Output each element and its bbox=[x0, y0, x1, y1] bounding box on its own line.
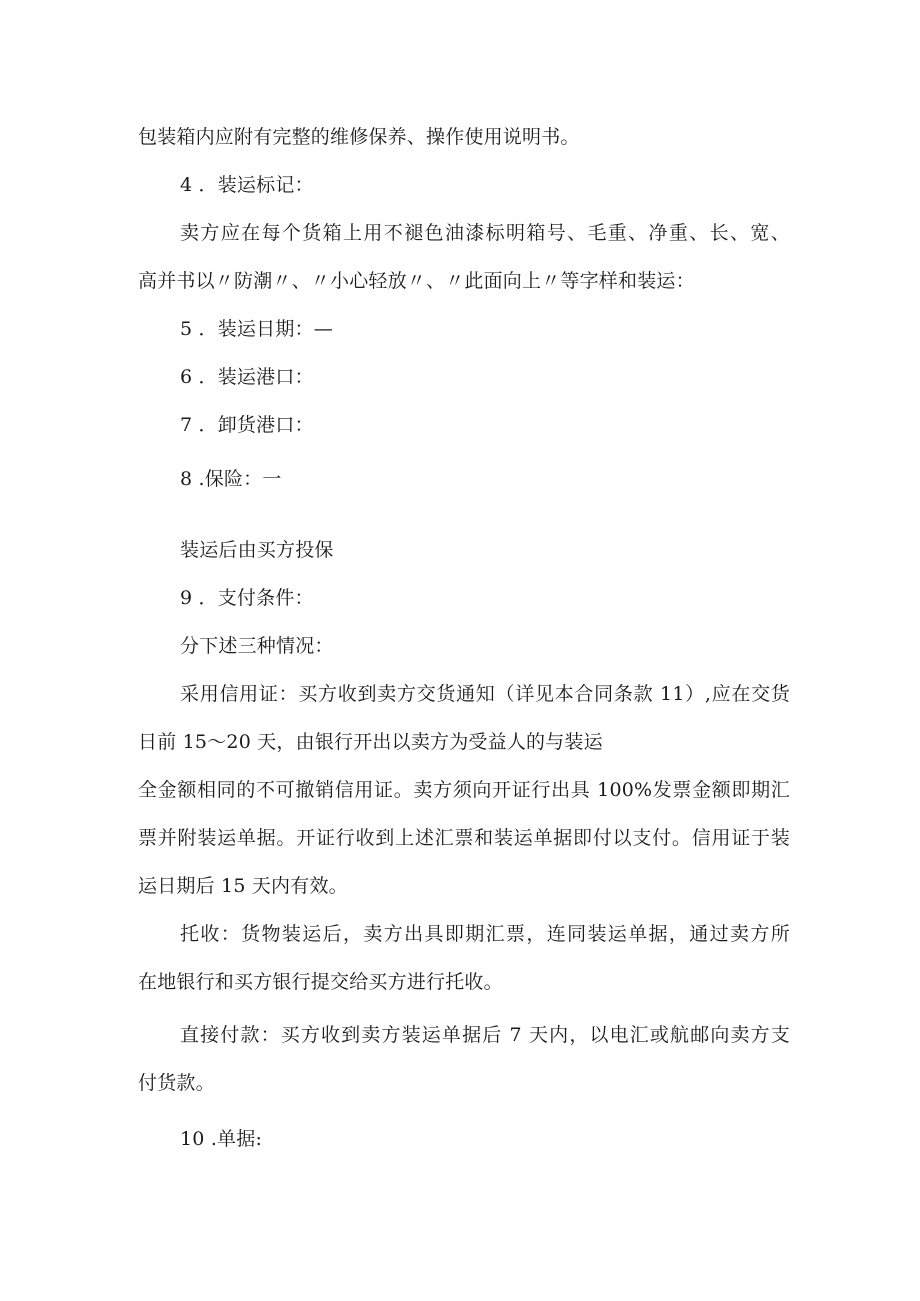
paragraph-line: 高并书以〃防潮〃、〃小心轻放〃、〃此面向上〃等字样和装运： bbox=[138, 270, 695, 292]
paragraph-line: 托收：货物装运后，卖方出具即期汇票，连同装运单据，通过卖方所 bbox=[180, 923, 790, 945]
section-heading-insurance: 8 .保险：一 bbox=[180, 468, 282, 490]
paragraph-line: 付货款。 bbox=[138, 1072, 215, 1094]
paragraph-line: 分下述三种情况： bbox=[180, 635, 334, 657]
paragraph-line: 卖方应在每个货箱上用不褪色油漆标明箱号、毛重、净重、长、宽、 bbox=[180, 222, 790, 244]
section-heading-shipping-marks: 4 ．装运标记： bbox=[180, 174, 314, 196]
paragraph-line: 采用信用证：买方收到卖方交货通知（详见本合同条款 11）,应在交货 bbox=[180, 683, 790, 705]
paragraph-line: 包装箱内应附有完整的维修保养、操作使用说明书。 bbox=[138, 126, 580, 148]
paragraph-line: 在地银行和买方银行提交给买方进行托收。 bbox=[138, 971, 503, 993]
paragraph-line: 全金额相同的不可撤销信用证。卖方须向开证行出具 100%发票金额即期汇 bbox=[138, 779, 790, 801]
section-heading-documents: 10 .单据: bbox=[180, 1128, 263, 1150]
paragraph-line: 直接付款：买方收到卖方装运单据后 7 天内，以电汇或航邮向卖方支 bbox=[180, 1024, 790, 1046]
paragraph-line: 运日期后 15 天内有效。 bbox=[138, 875, 348, 897]
section-heading-discharge-port: 7 ．卸货港口： bbox=[180, 414, 314, 436]
paragraph-line: 装运后由买方投保 bbox=[180, 539, 334, 561]
paragraph-line: 日前 15～20 天，由银行开出以卖方为受益人的与装运 bbox=[138, 731, 603, 753]
section-heading-shipping-date: 5 ．装运日期：— bbox=[180, 318, 333, 340]
paragraph-line: 票并附装运单据。开证行收到上述汇票和装运单据即付以支付。信用证于装 bbox=[138, 827, 790, 849]
section-heading-payment-terms: 9 ．支付条件： bbox=[180, 587, 314, 609]
section-heading-loading-port: 6 ．装运港口： bbox=[180, 366, 314, 388]
